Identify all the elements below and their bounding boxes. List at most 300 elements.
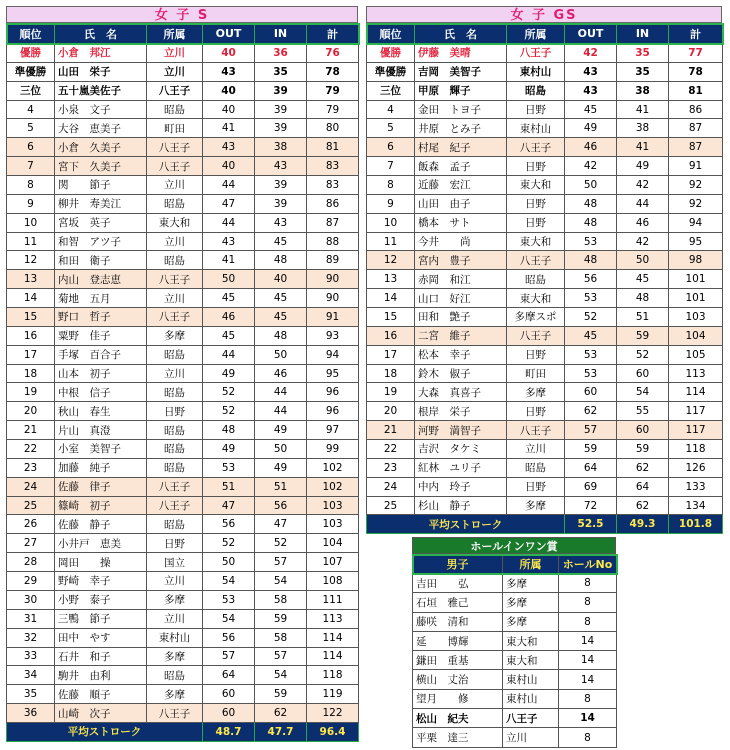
avg-in: 47.7 bbox=[255, 722, 307, 741]
name-cell: 中内 玲子 bbox=[415, 477, 507, 496]
women-s-panel bbox=[6, 6, 358, 742]
total-cell: 113 bbox=[307, 609, 359, 628]
table-row bbox=[367, 194, 723, 213]
out-cell: 44 bbox=[203, 176, 255, 195]
club-cell: 昭島 bbox=[507, 81, 565, 100]
hole-cell: 8 bbox=[559, 574, 617, 593]
table-row bbox=[367, 232, 723, 251]
in-cell: 45 bbox=[255, 308, 307, 327]
club-cell: 八王子 bbox=[147, 308, 203, 327]
out-cell: 43 bbox=[203, 138, 255, 157]
rank-cell: 11 bbox=[7, 232, 55, 251]
table-row bbox=[7, 44, 359, 63]
out-cell: 43 bbox=[203, 62, 255, 81]
name-cell: 駒井 由利 bbox=[55, 666, 147, 685]
in-cell: 52 bbox=[255, 534, 307, 553]
table-row bbox=[413, 709, 617, 728]
club-cell: 東大和 bbox=[507, 232, 565, 251]
total-cell: 122 bbox=[307, 704, 359, 723]
rank-cell: 21 bbox=[7, 421, 55, 440]
rank-cell: 23 bbox=[7, 458, 55, 477]
out-cell: 60 bbox=[203, 704, 255, 723]
total-cell: 103 bbox=[307, 515, 359, 534]
in-cell: 45 bbox=[617, 270, 669, 289]
club-cell: 昭島 bbox=[147, 251, 203, 270]
name-cell: 佐藤 順子 bbox=[55, 685, 147, 704]
rank-cell: 24 bbox=[7, 477, 55, 496]
total-cell: 108 bbox=[307, 572, 359, 591]
rank-cell: 優勝 bbox=[7, 44, 55, 63]
rank-cell: 17 bbox=[367, 345, 415, 364]
hole-in-one-title: ホールインワン賞 bbox=[412, 537, 616, 554]
column-header-total: 計 bbox=[307, 24, 359, 44]
in-cell: 59 bbox=[255, 685, 307, 704]
table-row bbox=[367, 138, 723, 157]
name-cell: 鎌田 重基 bbox=[413, 651, 503, 670]
in-cell: 49 bbox=[255, 458, 307, 477]
column-header-rank: 順位 bbox=[7, 24, 55, 44]
out-cell: 53 bbox=[565, 364, 617, 383]
club-cell: 東村山 bbox=[507, 119, 565, 138]
club-cell: 日野 bbox=[507, 477, 565, 496]
out-cell: 56 bbox=[203, 515, 255, 534]
club-cell: 多摩 bbox=[147, 647, 203, 666]
in-cell: 51 bbox=[255, 477, 307, 496]
name-cell: 金田 トヨ子 bbox=[415, 100, 507, 119]
rank-cell: 29 bbox=[7, 572, 55, 591]
total-cell: 97 bbox=[307, 421, 359, 440]
name-cell: 山田 栄子 bbox=[55, 62, 147, 81]
table-row bbox=[7, 647, 359, 666]
in-cell: 38 bbox=[255, 138, 307, 157]
club-cell: 八王子 bbox=[507, 251, 565, 270]
club-cell: 東村山 bbox=[503, 670, 559, 689]
name-cell: 今井 尚 bbox=[415, 232, 507, 251]
out-cell: 50 bbox=[565, 176, 617, 195]
in-cell: 36 bbox=[255, 44, 307, 63]
in-cell: 59 bbox=[255, 609, 307, 628]
total-cell: 83 bbox=[307, 157, 359, 176]
table-row bbox=[367, 100, 723, 119]
rank-cell: 22 bbox=[367, 440, 415, 459]
club-cell: 多摩 bbox=[507, 496, 565, 515]
total-cell: 103 bbox=[669, 308, 723, 327]
total-cell: 79 bbox=[307, 100, 359, 119]
women-s-body bbox=[7, 44, 359, 742]
total-cell: 77 bbox=[669, 44, 723, 63]
name-cell: 根岸 栄子 bbox=[415, 402, 507, 421]
out-cell: 45 bbox=[565, 326, 617, 345]
table-row bbox=[413, 593, 617, 612]
total-cell: 119 bbox=[307, 685, 359, 704]
out-cell: 57 bbox=[565, 421, 617, 440]
name-cell: 秋山 春生 bbox=[55, 402, 147, 421]
total-cell: 96 bbox=[307, 383, 359, 402]
women-gs-header-row bbox=[367, 24, 723, 44]
name-cell: 粟野 佳子 bbox=[55, 326, 147, 345]
total-cell: 91 bbox=[669, 157, 723, 176]
name-cell: 柳井 寿美江 bbox=[55, 194, 147, 213]
out-cell: 49 bbox=[565, 119, 617, 138]
total-cell: 93 bbox=[307, 326, 359, 345]
total-cell: 117 bbox=[669, 421, 723, 440]
name-cell: 三鴨 節子 bbox=[55, 609, 147, 628]
out-cell: 47 bbox=[203, 496, 255, 515]
table-row bbox=[7, 496, 359, 515]
club-cell: 昭島 bbox=[147, 421, 203, 440]
in-cell: 46 bbox=[255, 364, 307, 383]
name-cell: 小倉 邦江 bbox=[55, 44, 147, 63]
club-cell: 多摩 bbox=[147, 590, 203, 609]
in-cell: 59 bbox=[617, 326, 669, 345]
column-header-men-name: 男子 bbox=[413, 555, 503, 574]
table-row bbox=[367, 458, 723, 477]
name-cell: 石井 和子 bbox=[55, 647, 147, 666]
name-cell: 篠崎 初子 bbox=[55, 496, 147, 515]
table-row bbox=[7, 194, 359, 213]
club-cell: 日野 bbox=[507, 213, 565, 232]
total-cell: 96 bbox=[307, 402, 359, 421]
in-cell: 51 bbox=[617, 308, 669, 327]
out-cell: 72 bbox=[565, 496, 617, 515]
women-s-table bbox=[6, 23, 359, 742]
total-cell: 134 bbox=[669, 496, 723, 515]
hole-in-one-header-row bbox=[413, 555, 617, 574]
average-label: 平均ストローク bbox=[367, 515, 565, 534]
name-cell: 赤岡 和江 bbox=[415, 270, 507, 289]
name-cell: 藤咲 清和 bbox=[413, 612, 503, 631]
club-cell: 八王子 bbox=[147, 496, 203, 515]
women-s-title: 女 子 S bbox=[6, 6, 358, 23]
name-cell: 内山 登志恵 bbox=[55, 270, 147, 289]
hole-cell: 8 bbox=[559, 593, 617, 612]
name-cell: 小室 美智子 bbox=[55, 440, 147, 459]
in-cell: 52 bbox=[617, 345, 669, 364]
name-cell: 延 博輝 bbox=[413, 631, 503, 650]
table-row bbox=[7, 553, 359, 572]
out-cell: 53 bbox=[565, 232, 617, 251]
club-cell: 日野 bbox=[147, 534, 203, 553]
average-row bbox=[7, 722, 359, 741]
table-row bbox=[7, 534, 359, 553]
name-cell: 紅林 ユリ子 bbox=[415, 458, 507, 477]
out-cell: 44 bbox=[203, 213, 255, 232]
out-cell: 45 bbox=[565, 100, 617, 119]
table-row bbox=[367, 421, 723, 440]
name-cell: 吉沢 タケミ bbox=[415, 440, 507, 459]
column-header-hole-no: ホールNo bbox=[559, 555, 617, 574]
club-cell: 立川 bbox=[147, 289, 203, 308]
name-cell: 関 節子 bbox=[55, 176, 147, 195]
table-row bbox=[367, 62, 723, 81]
rank-cell: 19 bbox=[7, 383, 55, 402]
total-cell: 78 bbox=[307, 62, 359, 81]
club-cell: 八王子 bbox=[503, 709, 559, 728]
club-cell: 昭島 bbox=[147, 458, 203, 477]
in-cell: 54 bbox=[255, 572, 307, 591]
rank-cell: 7 bbox=[367, 157, 415, 176]
name-cell: 平栗 達三 bbox=[413, 728, 503, 747]
in-cell: 45 bbox=[255, 232, 307, 251]
in-cell: 38 bbox=[617, 119, 669, 138]
rank-cell: 12 bbox=[367, 251, 415, 270]
rank-cell: 28 bbox=[7, 553, 55, 572]
name-cell: 菊地 五月 bbox=[55, 289, 147, 308]
out-cell: 60 bbox=[565, 383, 617, 402]
name-cell: 飯森 孟子 bbox=[415, 157, 507, 176]
rank-cell: 23 bbox=[367, 458, 415, 477]
in-cell: 39 bbox=[255, 100, 307, 119]
total-cell: 79 bbox=[307, 81, 359, 100]
rank-cell: 6 bbox=[7, 138, 55, 157]
rank-cell: 準優勝 bbox=[7, 62, 55, 81]
table-row bbox=[413, 670, 617, 689]
total-cell: 101 bbox=[669, 270, 723, 289]
table-row bbox=[367, 326, 723, 345]
total-cell: 81 bbox=[307, 138, 359, 157]
in-cell: 54 bbox=[617, 383, 669, 402]
table-row bbox=[7, 628, 359, 647]
hole-cell: 8 bbox=[559, 689, 617, 708]
in-cell: 50 bbox=[255, 345, 307, 364]
table-row bbox=[7, 100, 359, 119]
out-cell: 50 bbox=[203, 553, 255, 572]
in-cell: 42 bbox=[617, 176, 669, 195]
rank-cell: 18 bbox=[7, 364, 55, 383]
rank-cell: 13 bbox=[367, 270, 415, 289]
column-header-club: 所属 bbox=[147, 24, 203, 44]
table-row bbox=[7, 515, 359, 534]
in-cell: 62 bbox=[255, 704, 307, 723]
total-cell: 98 bbox=[669, 251, 723, 270]
hole-in-one-panel bbox=[412, 537, 616, 748]
total-cell: 102 bbox=[307, 477, 359, 496]
name-cell: 伊藤 美晴 bbox=[415, 44, 507, 63]
in-cell: 60 bbox=[617, 364, 669, 383]
name-cell: 河野 満智子 bbox=[415, 421, 507, 440]
out-cell: 64 bbox=[203, 666, 255, 685]
total-cell: 81 bbox=[669, 81, 723, 100]
name-cell: 野崎 幸子 bbox=[55, 572, 147, 591]
name-cell: 宮内 豊子 bbox=[415, 251, 507, 270]
name-cell: 和田 衛子 bbox=[55, 251, 147, 270]
total-cell: 89 bbox=[307, 251, 359, 270]
total-cell: 94 bbox=[307, 345, 359, 364]
table-row bbox=[367, 213, 723, 232]
rank-cell: 13 bbox=[7, 270, 55, 289]
women-gs-panel bbox=[366, 6, 722, 534]
out-cell: 41 bbox=[203, 251, 255, 270]
name-cell: 佐藤 静子 bbox=[55, 515, 147, 534]
club-cell: 東大和 bbox=[503, 631, 559, 650]
name-cell: 山崎 次子 bbox=[55, 704, 147, 723]
average-row bbox=[367, 515, 723, 534]
total-cell: 99 bbox=[307, 440, 359, 459]
name-cell: 吉岡 美智子 bbox=[415, 62, 507, 81]
club-cell: 八王子 bbox=[147, 477, 203, 496]
club-cell: 昭島 bbox=[507, 458, 565, 477]
women-gs-table bbox=[366, 23, 723, 534]
club-cell: 立川 bbox=[147, 176, 203, 195]
average-label: 平均ストローク bbox=[7, 722, 203, 741]
table-row bbox=[7, 345, 359, 364]
table-row bbox=[413, 651, 617, 670]
out-cell: 56 bbox=[565, 270, 617, 289]
table-row bbox=[7, 458, 359, 477]
name-cell: 甲原 輝子 bbox=[415, 81, 507, 100]
in-cell: 41 bbox=[617, 100, 669, 119]
club-cell: 昭島 bbox=[147, 515, 203, 534]
rank-cell: 16 bbox=[367, 326, 415, 345]
out-cell: 49 bbox=[203, 440, 255, 459]
club-cell: 立川 bbox=[147, 572, 203, 591]
rank-cell: 33 bbox=[7, 647, 55, 666]
rank-cell: 8 bbox=[367, 176, 415, 195]
total-cell: 92 bbox=[669, 176, 723, 195]
table-row bbox=[7, 270, 359, 289]
table-row bbox=[7, 213, 359, 232]
club-cell: 八王子 bbox=[507, 421, 565, 440]
avg-out: 48.7 bbox=[203, 722, 255, 741]
rank-cell: 三位 bbox=[7, 81, 55, 100]
out-cell: 44 bbox=[203, 345, 255, 364]
table-row bbox=[367, 270, 723, 289]
club-cell: 東村山 bbox=[507, 62, 565, 81]
name-cell: 杉山 静子 bbox=[415, 496, 507, 515]
name-cell: 宮坂 英子 bbox=[55, 213, 147, 232]
out-cell: 53 bbox=[565, 345, 617, 364]
out-cell: 52 bbox=[203, 383, 255, 402]
out-cell: 53 bbox=[203, 590, 255, 609]
rank-cell: 4 bbox=[367, 100, 415, 119]
table-row bbox=[413, 689, 617, 708]
out-cell: 50 bbox=[203, 270, 255, 289]
rank-cell: 10 bbox=[367, 213, 415, 232]
hole-cell: 14 bbox=[559, 670, 617, 689]
rank-cell: 16 bbox=[7, 326, 55, 345]
name-cell: 小倉 久美子 bbox=[55, 138, 147, 157]
club-cell: 八王子 bbox=[507, 138, 565, 157]
in-cell: 58 bbox=[255, 590, 307, 609]
total-cell: 76 bbox=[307, 44, 359, 63]
out-cell: 57 bbox=[203, 647, 255, 666]
table-row bbox=[367, 119, 723, 138]
name-cell: 小野 泰子 bbox=[55, 590, 147, 609]
out-cell: 69 bbox=[565, 477, 617, 496]
name-cell: 宮下 久美子 bbox=[55, 157, 147, 176]
rank-cell: 34 bbox=[7, 666, 55, 685]
total-cell: 104 bbox=[669, 326, 723, 345]
table-row bbox=[413, 612, 617, 631]
in-cell: 48 bbox=[255, 251, 307, 270]
column-header-rank: 順位 bbox=[367, 24, 415, 44]
out-cell: 52 bbox=[565, 308, 617, 327]
in-cell: 39 bbox=[255, 194, 307, 213]
rank-cell: 5 bbox=[7, 119, 55, 138]
total-cell: 95 bbox=[307, 364, 359, 383]
rank-cell: 30 bbox=[7, 590, 55, 609]
out-cell: 52 bbox=[203, 534, 255, 553]
total-cell: 78 bbox=[669, 62, 723, 81]
total-cell: 90 bbox=[307, 270, 359, 289]
total-cell: 87 bbox=[307, 213, 359, 232]
name-cell: 石垣 雅己 bbox=[413, 593, 503, 612]
in-cell: 48 bbox=[617, 289, 669, 308]
in-cell: 35 bbox=[617, 44, 669, 63]
total-cell: 91 bbox=[307, 308, 359, 327]
in-cell: 60 bbox=[617, 421, 669, 440]
table-row bbox=[413, 574, 617, 593]
club-cell: 八王子 bbox=[507, 44, 565, 63]
name-cell: 和智 アツ子 bbox=[55, 232, 147, 251]
table-row bbox=[7, 440, 359, 459]
in-cell: 41 bbox=[617, 138, 669, 157]
total-cell: 94 bbox=[669, 213, 723, 232]
total-cell: 105 bbox=[669, 345, 723, 364]
table-row bbox=[7, 308, 359, 327]
table-row bbox=[7, 666, 359, 685]
name-cell: 横山 丈治 bbox=[413, 670, 503, 689]
out-cell: 43 bbox=[565, 81, 617, 100]
rank-cell: 22 bbox=[7, 440, 55, 459]
out-cell: 53 bbox=[565, 289, 617, 308]
name-cell: 加藤 純子 bbox=[55, 458, 147, 477]
rank-cell: 20 bbox=[367, 402, 415, 421]
table-row bbox=[7, 62, 359, 81]
out-cell: 42 bbox=[565, 157, 617, 176]
name-cell: 手塚 百合子 bbox=[55, 345, 147, 364]
rank-cell: 4 bbox=[7, 100, 55, 119]
in-cell: 59 bbox=[617, 440, 669, 459]
in-cell: 46 bbox=[617, 213, 669, 232]
table-row bbox=[7, 289, 359, 308]
name-cell: 二宮 維子 bbox=[415, 326, 507, 345]
out-cell: 40 bbox=[203, 157, 255, 176]
total-cell: 101 bbox=[669, 289, 723, 308]
table-row bbox=[367, 364, 723, 383]
total-cell: 90 bbox=[307, 289, 359, 308]
out-cell: 47 bbox=[203, 194, 255, 213]
rank-cell: 14 bbox=[7, 289, 55, 308]
out-cell: 49 bbox=[203, 364, 255, 383]
out-cell: 62 bbox=[565, 402, 617, 421]
club-cell: 立川 bbox=[147, 609, 203, 628]
table-row bbox=[7, 402, 359, 421]
table-row bbox=[367, 402, 723, 421]
hole-cell: 14 bbox=[559, 651, 617, 670]
out-cell: 45 bbox=[203, 289, 255, 308]
name-cell: 望月 修 bbox=[413, 689, 503, 708]
out-cell: 48 bbox=[565, 213, 617, 232]
rank-cell: 31 bbox=[7, 609, 55, 628]
women-s-header-row bbox=[7, 24, 359, 44]
total-cell: 80 bbox=[307, 119, 359, 138]
club-cell: 八王子 bbox=[147, 157, 203, 176]
out-cell: 46 bbox=[203, 308, 255, 327]
table-row bbox=[7, 138, 359, 157]
column-header-in: IN bbox=[255, 24, 307, 44]
rank-cell: 優勝 bbox=[367, 44, 415, 63]
in-cell: 57 bbox=[255, 553, 307, 572]
name-cell: 大森 真喜子 bbox=[415, 383, 507, 402]
club-cell: 多摩スポ bbox=[507, 308, 565, 327]
table-row bbox=[367, 44, 723, 63]
club-cell: 町田 bbox=[507, 364, 565, 383]
out-cell: 60 bbox=[203, 685, 255, 704]
in-cell: 39 bbox=[255, 81, 307, 100]
in-cell: 47 bbox=[255, 515, 307, 534]
avg-total: 101.8 bbox=[669, 515, 723, 534]
